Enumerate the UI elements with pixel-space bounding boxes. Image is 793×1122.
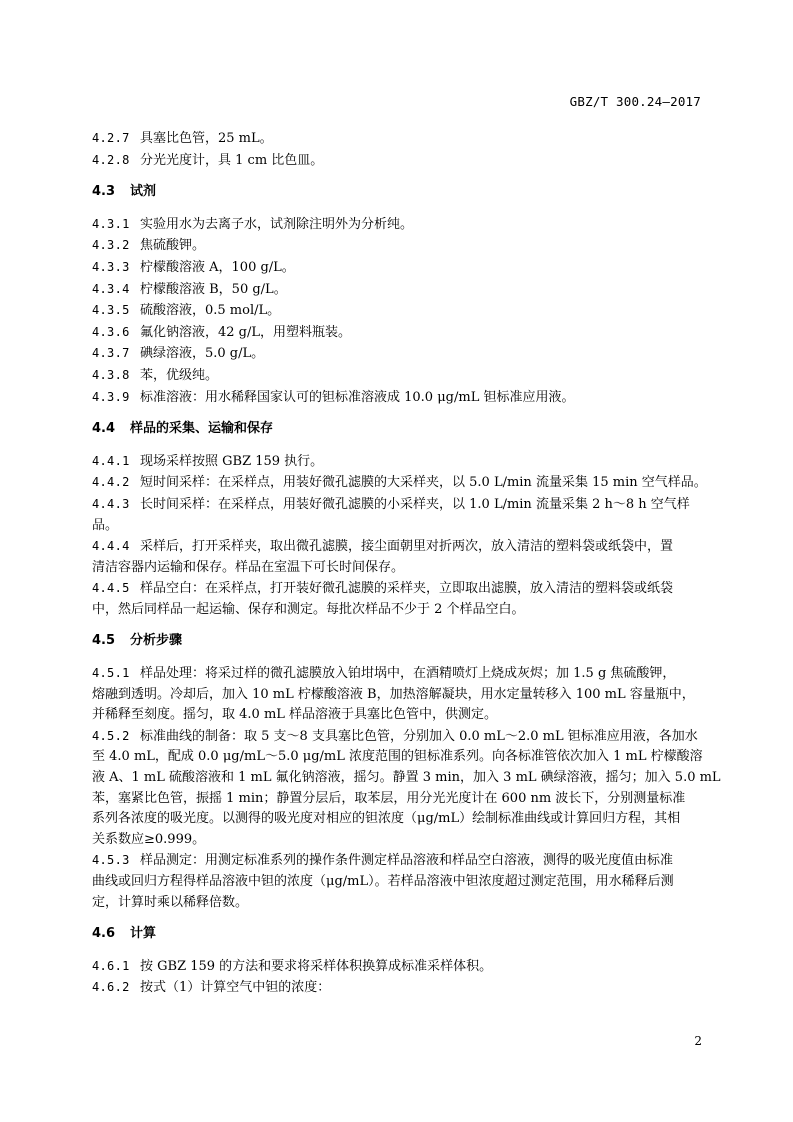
section-number: 4.3	[92, 184, 116, 200]
section-title: 试剂	[130, 184, 157, 200]
clause-item	[92, 235, 701, 257]
clause-item	[92, 578, 701, 620]
clause-item	[92, 956, 701, 978]
clause-text: 熔融到透明。冷却后，加入 10 mL 柠檬酸溶液 B，加热溶解凝块，用水定量转移入 100 mL 容量瓶中，	[92, 686, 695, 702]
clause-number: 4.2.8	[92, 152, 130, 167]
clause-text: 采样后，打开采样夹，取出微孔滤膜，接尘面朝里对折两次，放入清洁的塑料袋或纸袋中，置	[140, 539, 674, 555]
section-gap	[92, 171, 701, 182]
clause-number: 4.4.4	[92, 539, 130, 554]
clause-line	[92, 516, 701, 537]
clause-number: 4.4.1	[92, 453, 130, 468]
clause-line	[92, 747, 701, 768]
clause-item	[92, 726, 721, 851]
clause-text: 清洁容器内运输和保存。样品在室温下可长时间保存。	[92, 559, 405, 575]
clause-text: 曲线或回归方程得样品溶液中钽的浓度（μg/mL）。若样品溶液中钽浓度超过测定范围，用水稀释后测	[92, 874, 674, 889]
clause-item	[92, 214, 701, 236]
clause-text: 短时间采样：在采样点，用装好微孔滤膜的大采样夹，以 5.0 L/min 流量采集 15 min 空气样品。	[140, 475, 707, 491]
clause-number: 4.3.4	[92, 281, 130, 296]
clause-line	[92, 536, 701, 558]
clause-text: 系列各浓度的吸光度。以测得的吸光度对相应的钽浓度（μg/mL）绘制标准曲线或计算回归方程，其相	[92, 811, 681, 827]
clause-text: 苯，优级纯。	[140, 367, 219, 383]
clause-line	[92, 663, 701, 685]
clause-number: 4.3.9	[92, 389, 130, 404]
clause-text: 中，然后同样品一起运输、保存和测定。每批次样品不少于 2 个样品空白。	[92, 601, 525, 617]
clause-number: 4.3.5	[92, 303, 130, 318]
clause-text: 碘绿溶液，5.0 g/L。	[140, 346, 265, 362]
clause-line	[92, 600, 701, 621]
page-number: 2	[694, 1034, 702, 1048]
section-gap	[92, 913, 701, 924]
clause-number: 4.4.2	[92, 475, 130, 490]
clause-item	[92, 279, 701, 301]
clause-item	[92, 472, 707, 494]
clause-number: 4.3.3	[92, 259, 130, 274]
section-number: 4.6	[92, 926, 116, 942]
clause-text: 并稀释至刻度。摇匀，取 4.0 mL 样品溶液于具塞比色管中，供测定。	[92, 707, 498, 723]
section-number: 4.5	[92, 633, 116, 649]
clause-line	[92, 685, 701, 706]
clause-line	[92, 789, 701, 810]
clause-text: 苯，塞紧比色管，振摇 1 min；静置分层后，取苯层，用分光光度计在 600 nm 波长下，分别测量标准	[92, 790, 686, 806]
clause-item	[92, 494, 701, 536]
clause-line	[92, 343, 701, 365]
clause-number: 4.2.7	[92, 131, 130, 145]
section-gap	[92, 440, 701, 451]
clause-item	[92, 128, 701, 150]
clause-line	[92, 578, 701, 600]
clause-text: 按 GBZ 159 的方法和要求将采样体积换算成标准采样体积。	[140, 958, 493, 974]
clause-line	[92, 977, 701, 999]
document-body	[92, 128, 721, 999]
clause-number: 4.3.7	[92, 346, 130, 361]
clause-line	[92, 872, 701, 893]
clause-line	[92, 235, 701, 257]
clause-line	[92, 451, 701, 473]
clause-number: 4.3.8	[92, 367, 130, 382]
clause-number: 4.3.2	[92, 238, 130, 253]
section-heading	[92, 924, 701, 945]
clause-item	[92, 663, 701, 726]
clause-item	[92, 387, 701, 409]
clause-number: 4.3.1	[92, 216, 130, 231]
clause-item	[92, 322, 701, 344]
clause-text: 液 A、1 mL 硫酸溶液和 1 mL 氟化钠溶液，摇匀。静置 3 min，加入 3 mL 碘绿溶液，摇匀；加入 5.0 mL	[92, 770, 721, 786]
section-heading	[92, 419, 701, 440]
clause-text: 样品测定：用测定标准系列的操作条件测定样品溶液和样品空白溶液，测得的吸光度值由标准	[140, 853, 674, 869]
clause-text: 定，计算时乘以稀释倍数。	[92, 894, 249, 910]
clause-text: 具塞比色管，25 mL。	[140, 131, 273, 146]
clause-line	[92, 279, 701, 301]
clause-text: 样品空白：在采样点，打开装好微孔滤膜的采样夹，立即取出滤膜，放入清洁的塑料袋或纸袋	[140, 581, 674, 597]
clause-line	[92, 830, 701, 851]
clause-item	[92, 850, 701, 913]
clause-line	[92, 893, 701, 914]
clause-number: 4.6.2	[92, 980, 130, 995]
clause-item	[92, 343, 701, 365]
section-heading	[92, 631, 701, 652]
section-gap	[92, 408, 701, 419]
clause-text: 现场采样按照 GBZ 159 执行。	[140, 453, 324, 469]
clause-line	[92, 809, 701, 830]
clause-item	[92, 451, 701, 473]
clause-line	[92, 494, 701, 516]
clause-text: 至 4.0 mL，配成 0.0 μg/mL～5.0 μg/mL 浓度范围的钽标准系列。向各标准管依次加入 1 mL 柠檬酸溶	[92, 749, 703, 765]
clause-text: 硫酸溶液，0.5 mol/L。	[140, 303, 281, 319]
clause-text: 长时间采样：在采样点，用装好微孔滤膜的小采样夹，以 1.0 L/min 流量采集 2 h～8 h 空气样	[140, 496, 690, 512]
clause-number: 4.4.5	[92, 581, 130, 596]
clause-line	[92, 850, 701, 872]
clause-text: 标准曲线的制备：取 5 支～8 支具塞比色管，分别加入 0.0 mL～2.0 mL 钽标准应用液，各加水	[140, 728, 698, 744]
clause-text: 标准溶液：用水稀释国家认可的钽标准溶液成 10.0 μg/mL 钽标准应用液。	[140, 389, 575, 405]
clause-line	[92, 128, 701, 150]
clause-text: 样品处理：将采过样的微孔滤膜放入铂坩埚中，在酒精喷灯上烧成灰烬；加 1.5 g 焦硫酸钾，	[140, 666, 676, 682]
clause-number: 4.6.1	[92, 958, 130, 973]
clause-text: 柠檬酸溶液 A，100 g/L。	[140, 259, 295, 275]
clause-number: 4.5.2	[92, 728, 130, 743]
clause-item	[92, 365, 701, 387]
clause-line	[92, 956, 701, 978]
clause-line	[92, 705, 701, 726]
clause-line	[92, 322, 701, 344]
section-number: 4.4	[92, 421, 116, 437]
clause-line	[92, 726, 701, 748]
standard-code: GBZ/T 300.24—2017	[569, 94, 701, 109]
clause-text: 按式（1）计算空气中钽的浓度：	[140, 980, 331, 996]
clause-line	[92, 300, 701, 322]
section-gap	[92, 945, 701, 956]
clause-line	[92, 768, 721, 789]
section-title: 分析步骤	[130, 633, 183, 649]
section-heading	[92, 182, 701, 203]
clause-item	[92, 257, 701, 279]
clause-text: 氟化钠溶液，42 g/L，用塑料瓶装。	[140, 324, 352, 340]
clause-item	[92, 150, 701, 172]
clause-line	[92, 365, 701, 387]
clause-number: 4.3.6	[92, 324, 130, 339]
clause-text: 柠檬酸溶液 B，50 g/L。	[140, 281, 287, 297]
clause-line	[92, 558, 701, 579]
clause-item	[92, 536, 701, 578]
clause-number: 4.5.3	[92, 853, 130, 868]
clause-line	[92, 257, 701, 279]
clause-line	[92, 150, 701, 172]
clause-item	[92, 977, 701, 999]
clause-text: 分光光度计，具 1 cm 比色皿。	[140, 152, 324, 168]
clause-line	[92, 387, 701, 409]
clause-number: 4.4.3	[92, 496, 130, 511]
clause-line	[92, 472, 707, 494]
section-gap	[92, 203, 701, 214]
clause-line	[92, 214, 701, 236]
clause-text: 关系数应≥0.999。	[92, 831, 206, 847]
section-gap	[92, 620, 701, 631]
clause-text: 实验用水为去离子水，试剂除注明外为分析纯。	[140, 216, 414, 232]
section-title: 计算	[130, 926, 157, 942]
clause-text: 焦硫酸钾。	[140, 238, 206, 254]
section-title: 样品的采集、运输和保存	[130, 421, 274, 437]
section-gap	[92, 652, 701, 663]
clause-number: 4.5.1	[92, 666, 130, 681]
clause-item	[92, 300, 701, 322]
clause-text: 品。	[92, 517, 119, 533]
